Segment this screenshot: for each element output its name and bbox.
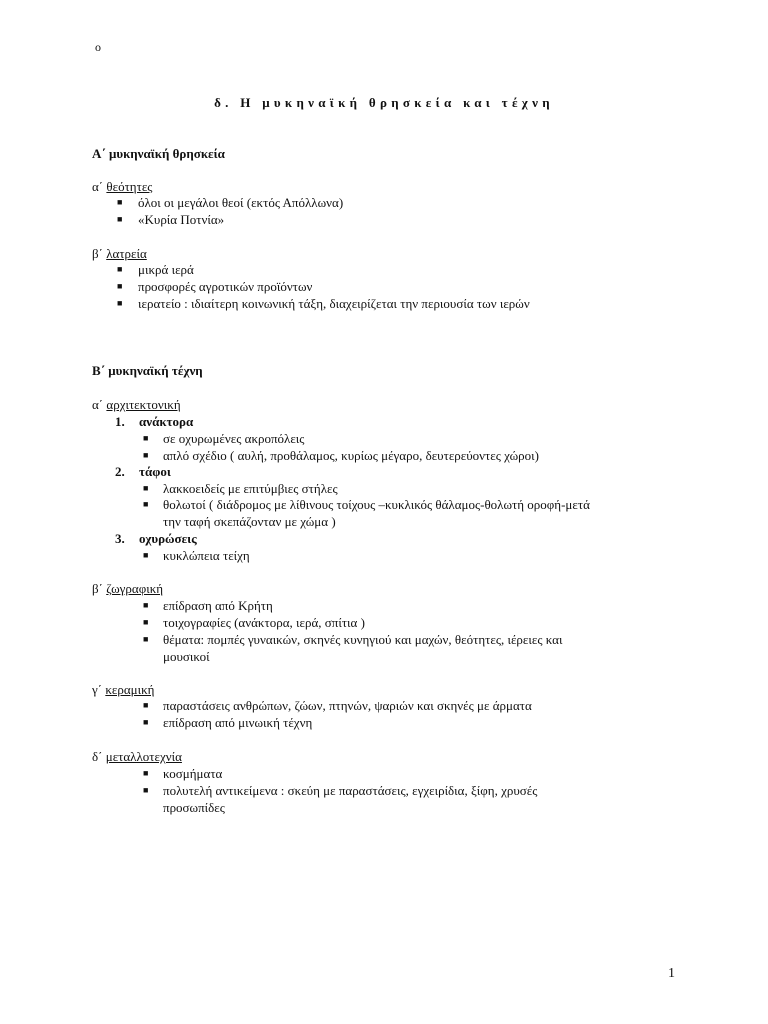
subsection-prefix: δ΄ bbox=[92, 749, 103, 764]
square-bullet-icon: ■ bbox=[143, 433, 149, 443]
subsection-pottery bbox=[92, 681, 154, 698]
square-bullet-icon: ■ bbox=[143, 717, 149, 727]
list-item: τοιχογραφίες (ανάκτορα, ιερά, σπίτια ) bbox=[163, 615, 365, 630]
subsection-label: μεταλλοτεχνία bbox=[105, 749, 182, 764]
numbered-index: 3. bbox=[115, 531, 125, 546]
list-item: επίδραση από Κρήτη bbox=[163, 598, 273, 613]
square-bullet-icon: ■ bbox=[143, 550, 149, 560]
subsection-prefix: β΄ bbox=[92, 581, 103, 596]
subsection-prefix: α΄ bbox=[92, 397, 104, 412]
list-item: θολωτοί ( διάδρομος με λίθινους τοίχους –κυκλικός θάλαμος-θολωτή οροφή-μετά bbox=[163, 497, 590, 512]
numbered-title: τάφοι bbox=[139, 464, 171, 479]
subsection-deities bbox=[92, 178, 152, 195]
bullet-marker: o bbox=[95, 40, 101, 54]
list-item: κυκλώπεια τείχη bbox=[163, 548, 250, 563]
list-item: λακκοειδείς με επιτύμβιες στήλες bbox=[163, 481, 338, 496]
square-bullet-icon: ■ bbox=[117, 281, 123, 291]
subsection-painting bbox=[92, 580, 163, 597]
document-title: δ. Η μυκηναϊκή θρησκεία και τέχνη bbox=[214, 95, 554, 110]
list-item: ιερατείο : ιδιαίτερη κοινωνική τάξη, διαχειρίζεται την περιουσία των ιερών bbox=[138, 296, 530, 311]
square-bullet-icon: ■ bbox=[143, 700, 149, 710]
subsection-label: θεότητες bbox=[106, 179, 153, 194]
numbered-title: ανάκτορα bbox=[139, 414, 194, 429]
square-bullet-icon: ■ bbox=[143, 600, 149, 610]
subsection-architecture bbox=[92, 396, 181, 413]
square-bullet-icon: ■ bbox=[117, 264, 123, 274]
section-heading-religion: Α΄ μυκηναϊκή θρησκεία bbox=[92, 146, 225, 161]
list-item: επίδραση από μινωική τέχνη bbox=[163, 715, 313, 730]
numbered-index: 2. bbox=[115, 464, 125, 479]
square-bullet-icon: ■ bbox=[117, 214, 123, 224]
square-bullet-icon: ■ bbox=[143, 785, 149, 795]
list-item: μικρά ιερά bbox=[138, 262, 194, 277]
numbered-index: 1. bbox=[115, 414, 125, 429]
subsection-prefix: α΄ bbox=[92, 179, 104, 194]
subsection-label: λατρεία bbox=[106, 246, 147, 261]
list-item: θέματα: πομπές γυναικών, σκηνές κυνηγιού και μαχών, θεότητες, ιέρειες και bbox=[163, 632, 563, 647]
list-item: σε οχυρωμένες ακροπόλεις bbox=[163, 431, 305, 446]
square-bullet-icon: ■ bbox=[143, 768, 149, 778]
square-bullet-icon: ■ bbox=[143, 483, 149, 493]
square-bullet-icon: ■ bbox=[143, 499, 149, 509]
subsection-label: αρχιτεκτονική bbox=[106, 397, 181, 412]
list-item: όλοι οι μεγάλοι θεοί (εκτός Απόλλωνα) bbox=[138, 195, 344, 210]
list-item: απλό σχέδιο ( αυλή, προθάλαμος, κυρίως μέγαρο, δευτερεύοντες χώροι) bbox=[163, 448, 539, 463]
subsection-prefix: γ΄ bbox=[92, 682, 103, 697]
subsection-prefix: β΄ bbox=[92, 246, 103, 261]
subsection-metalwork bbox=[92, 748, 182, 765]
square-bullet-icon: ■ bbox=[143, 634, 149, 644]
square-bullet-icon: ■ bbox=[117, 298, 123, 308]
list-item-continuation: μουσικοί bbox=[163, 649, 210, 664]
list-item-continuation: την ταφή σκεπάζονταν με χώμα ) bbox=[163, 514, 336, 529]
square-bullet-icon: ■ bbox=[143, 617, 149, 627]
list-item: παραστάσεις ανθρώπων, ζώων, πτηνών, ψαριών και σκηνές με άρματα bbox=[163, 698, 532, 713]
subsection-label: ζωγραφική bbox=[106, 581, 164, 596]
list-item: κοσμήματα bbox=[163, 766, 223, 781]
subsection-worship bbox=[92, 245, 147, 262]
square-bullet-icon: ■ bbox=[117, 197, 123, 207]
list-item: προσφορές αγροτικών προϊόντων bbox=[138, 279, 313, 294]
list-item: πολυτελή αντικείμενα : σκεύη με παραστάσεις, εγχειρίδια, ξίφη, χρυσές bbox=[163, 783, 538, 798]
section-heading-art: Β΄ μυκηναϊκή τέχνη bbox=[92, 363, 203, 378]
numbered-title: οχυρώσεις bbox=[139, 531, 197, 546]
list-item-continuation: προσωπίδες bbox=[163, 800, 225, 815]
page-number: 1 bbox=[668, 966, 675, 981]
subsection-label: κεραμική bbox=[105, 682, 155, 697]
square-bullet-icon: ■ bbox=[143, 450, 149, 460]
list-item: «Κυρία Ποτνία» bbox=[138, 212, 225, 227]
